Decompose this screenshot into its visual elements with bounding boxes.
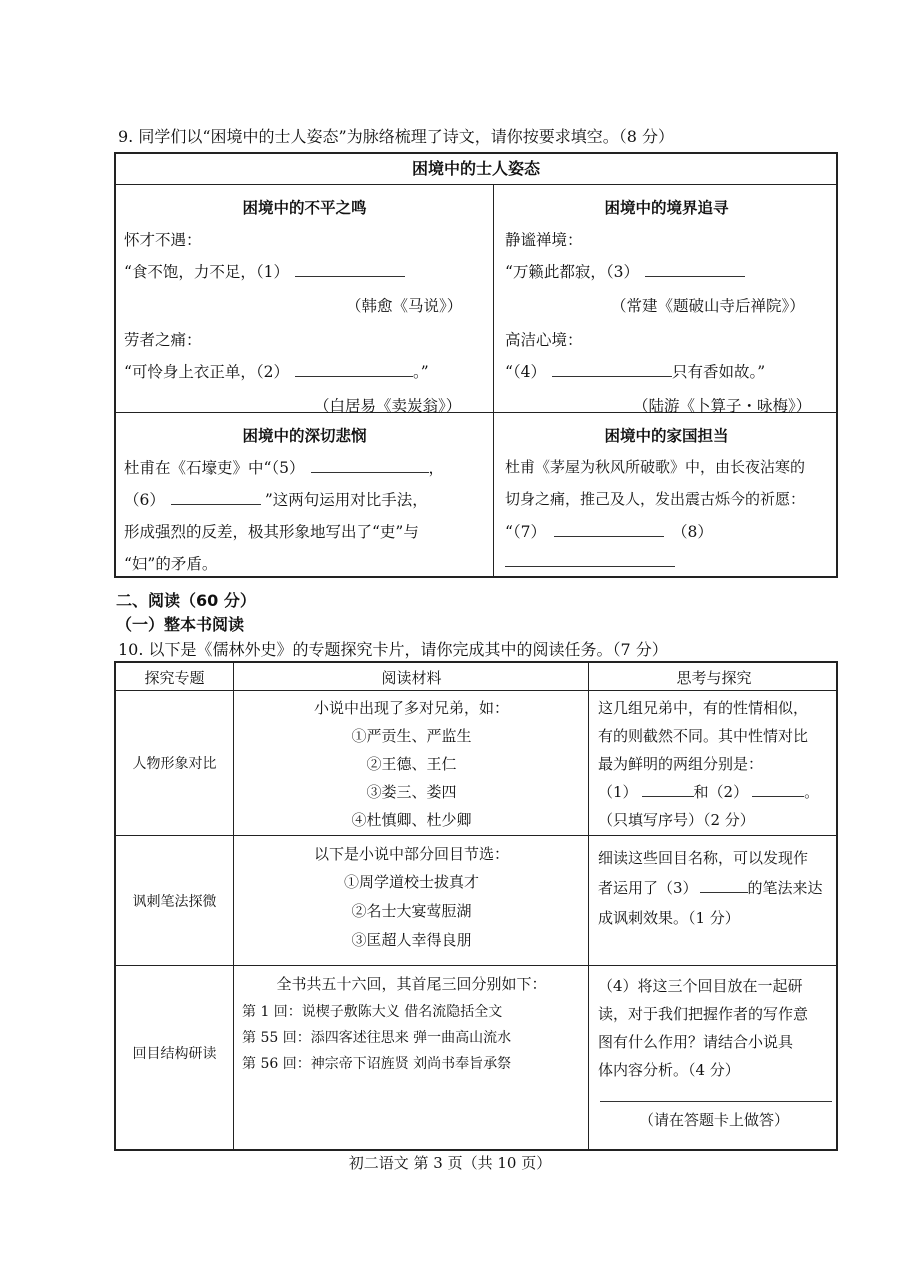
q10-row-3-material-3: 第 56 回：神宗帝下诏旌贤 刘尚书奉旨承祭 xyxy=(242,1056,512,1072)
q9-cell-2-title: 困境中的境界追寻 xyxy=(604,198,729,217)
q10-row-1-thinking-4: （只填写序号）（2 分） xyxy=(598,811,755,829)
q10-row-3-thinking-2: 图有什么作用？请结合小说具 xyxy=(598,1033,794,1051)
q9-line: （6） ”这两句运用对比手法， xyxy=(124,491,428,509)
q9-cell-1-title: 困境中的不平之鸣 xyxy=(242,198,367,217)
q9-line: “万籁此都寂，（3） xyxy=(505,260,745,282)
q9-line: 形成强烈的反差，极其形象地写出了“吏”与 xyxy=(124,523,419,541)
page-footer: 初二语文 第 3 页（共 10 页） xyxy=(348,1154,552,1172)
q10-answer-note: （请在答题卡上做答） xyxy=(638,1111,789,1129)
answer-blank-q10-3[interactable] xyxy=(700,878,748,893)
q9-line: 怀才不遇： xyxy=(124,231,202,249)
q9-line xyxy=(505,552,675,571)
answer-blank-2[interactable] xyxy=(295,362,413,377)
q9-line: 杜甫《茅屋为秋风所破歌》中，由长夜沾寒的 xyxy=(505,458,806,476)
q10-row-2-thinking-0: 细读这些回目名称，可以发现作 xyxy=(598,849,809,867)
answer-blank-7[interactable] xyxy=(554,522,664,537)
q9-line: 切身之痛，推己及人，发出震古烁今的祈愿： xyxy=(505,490,806,508)
q10-row-1-material-1: ①严贡生、严监生 xyxy=(351,727,472,745)
q9-line: “（7） （8） xyxy=(505,523,713,541)
q10-row-2-material-0: 以下是小说中部分回目节选： xyxy=(313,845,509,863)
q9-source: （白居易《卖炭翁》） xyxy=(314,397,462,415)
answer-blank-3[interactable] xyxy=(645,262,745,277)
q10-row-3-material-2: 第 55 回：添四客述往思来 弹一曲高山流水 xyxy=(242,1030,512,1046)
q9-source: （陆游《卜算子・咏梅》） xyxy=(633,397,812,415)
q9-prompt: 9. 同学们以“困境中的士人姿态”为脉络梳理了诗文，请你按要求填空。（8 分） xyxy=(118,127,674,146)
q10-row-1-thinking-3: （1） 和（2） 。 xyxy=(598,783,820,801)
subsection-1-heading: （一）整本书阅读 xyxy=(116,615,245,634)
q9-source: （韩愈《马说》） xyxy=(346,297,463,315)
q10-header-topic: 探究专题 xyxy=(144,669,205,687)
q9-table-title: 困境中的士人姿态 xyxy=(116,154,836,185)
q10-row-3-thinking-3: 体内容分析。（4 分） xyxy=(598,1061,740,1079)
q9-table xyxy=(114,152,838,578)
q9-cell-4 xyxy=(495,414,838,578)
q9-source: （常建《题破山寺后禅院》） xyxy=(611,297,805,315)
section-2-heading: 二、阅读（60 分） xyxy=(116,591,256,610)
q9-divider-vertical xyxy=(493,184,494,578)
q10-row-3-thinking-1: 读，对于我们把握作者的写作意 xyxy=(598,1005,809,1023)
q10-row-1-material-4: ④杜慎卿、杜少卿 xyxy=(351,811,472,829)
q10-row-1-thinking-2: 最为鲜明的两组分别是： xyxy=(598,755,764,773)
q10-row-3-material-1: 第 1 回：说楔子敷陈大义 借名流隐括全文 xyxy=(242,1004,503,1020)
q10-row-sep-1 xyxy=(116,835,836,836)
q9-line: 杜甫在《石壕吏》中“（5） ， xyxy=(124,459,445,477)
q10-row-3-topic: 回目结构研读 xyxy=(132,1046,217,1062)
q10-col-sep-1 xyxy=(233,663,234,1149)
q9-cell-3-title: 困境中的深切悲悯 xyxy=(242,426,367,445)
q10-row-2-material-1: ①周学道校士拔真才 xyxy=(343,873,479,891)
q10-row-sep-2 xyxy=(116,965,836,966)
q9-line: 静谧禅境： xyxy=(505,231,583,249)
q9-line: “可怜身上衣正单，（2） 。” xyxy=(124,363,429,381)
q10-row-1-material-0: 小说中出现了多对兄弟，如： xyxy=(313,699,509,717)
q10-prompt: 10. 以下是《儒林外史》的专题探究卡片，请你完成其中的阅读任务。（7 分） xyxy=(118,640,668,659)
q10-row-2-material-3: ③匡超人幸得良朋 xyxy=(351,931,472,949)
q10-header-material: 阅读材料 xyxy=(381,669,442,687)
q10-table xyxy=(114,661,838,1151)
q10-row-2-thinking-1: 者运用了（3） 的笔法来达 xyxy=(598,879,823,897)
q10-row-1-material-3: ③娄三、娄四 xyxy=(366,783,457,801)
answer-blank-q10-1[interactable] xyxy=(642,782,694,797)
q9-line: 劳者之痛： xyxy=(124,331,202,349)
q9-line: “（4） 只有香如故。” xyxy=(505,363,766,381)
answer-blank-4[interactable] xyxy=(552,362,672,377)
answer-blank-1[interactable] xyxy=(295,262,405,277)
q10-row-1-topic: 人物形象对比 xyxy=(132,756,217,772)
q10-row-1-material-2: ②王德、王仁 xyxy=(366,755,457,773)
q9-cell-1 xyxy=(116,184,493,415)
answer-line[interactable] xyxy=(600,1101,832,1102)
q9-line: “妇”的矛盾。 xyxy=(124,555,218,573)
answer-blank-8[interactable] xyxy=(505,552,675,567)
q10-row-1-thinking-0: 这几组兄弟中，有的性情相似， xyxy=(598,699,809,717)
q10-col-sep-2 xyxy=(588,663,589,1149)
q10-row-2-topic: 讽刺笔法探微 xyxy=(132,894,217,910)
q10-row-3-material-0: 全书共五十六回，其首尾三回分别如下： xyxy=(276,975,547,993)
q9-cell-2 xyxy=(495,184,838,415)
answer-blank-6[interactable] xyxy=(171,490,261,505)
q10-row-3-thinking-0: （4）将这三个回目放在一起研 xyxy=(598,977,803,995)
q10-row-sep-header xyxy=(116,690,836,691)
q10-row-1-thinking-1: 有的则截然不同。其中性情对比 xyxy=(598,727,809,745)
q10-header-thinking: 思考与探究 xyxy=(676,669,752,687)
q9-cell-4-title: 困境中的家国担当 xyxy=(604,426,729,445)
answer-blank-5[interactable] xyxy=(311,458,429,473)
q9-line: “食不饱，力不足，（1） xyxy=(124,260,405,282)
q10-row-2-material-2: ②名士大宴莺脰湖 xyxy=(351,902,472,920)
q9-line: 高洁心境： xyxy=(505,331,583,349)
q10-row-2-thinking-2: 成讽刺效果。（1 分） xyxy=(598,909,740,927)
q9-cell-3 xyxy=(116,414,493,578)
answer-blank-q10-2[interactable] xyxy=(752,782,804,797)
